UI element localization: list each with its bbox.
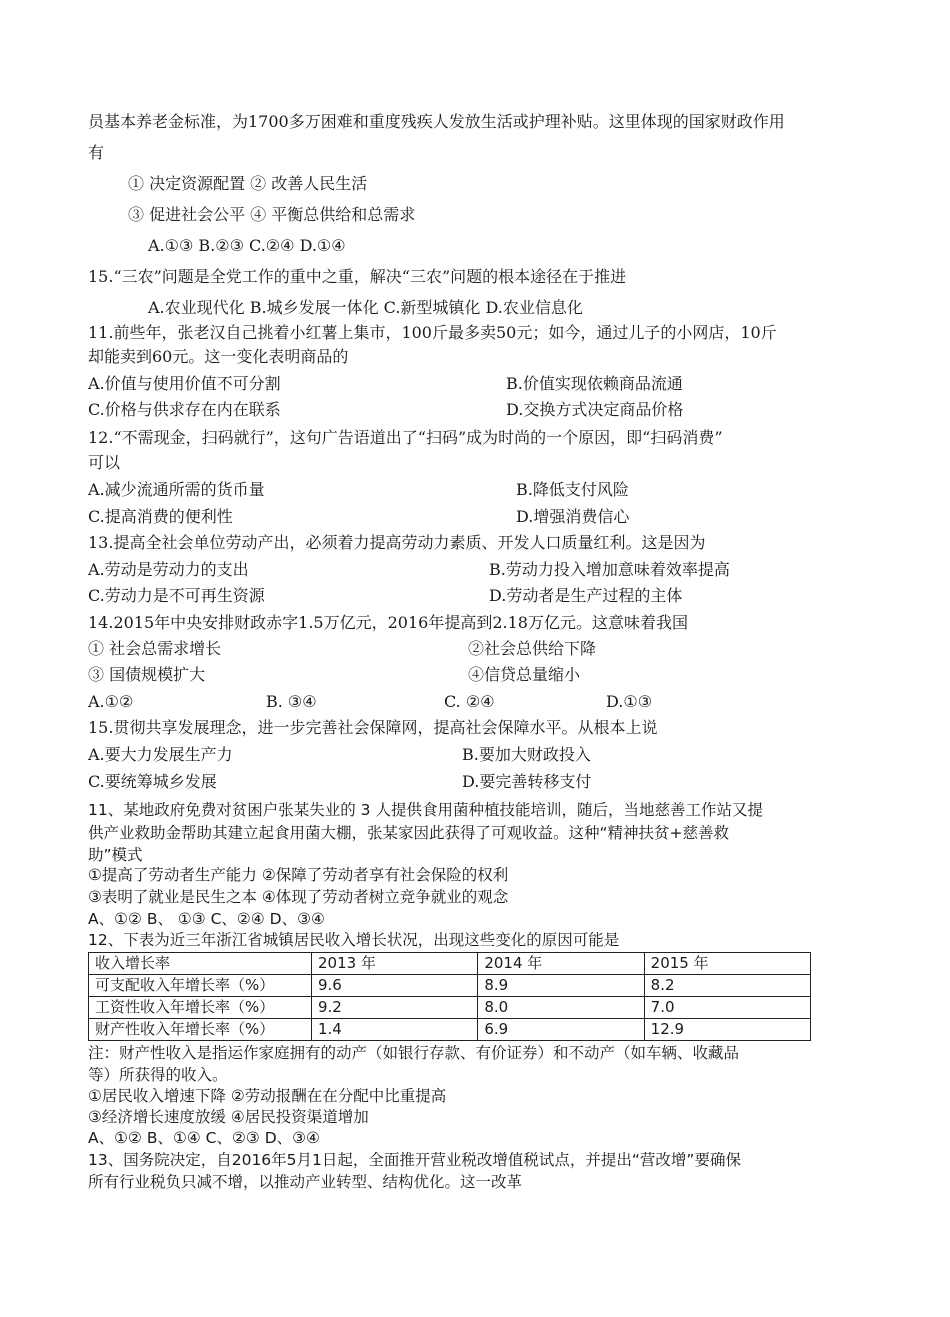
statement-line: ③表明了就业是民生之本 ④体现了劳动者树立竞争就业的观念 [88, 888, 509, 906]
table-cell: 9.6 [312, 975, 478, 997]
statement-line: ①提高了劳动者生产能力 ②保障了劳动者享有社会保险的权利 [88, 866, 509, 884]
question-12b: 12、下表为近三年浙江省城镇居民收入增长状况，出现这些变化的原因可能是 [88, 931, 620, 949]
choice-d: D.①③ [606, 692, 653, 711]
choice-d: D.增强消费信心 [516, 507, 630, 526]
choice-d: D.要完善转移支付 [462, 772, 592, 791]
question-12: 12.“不需现金，扫码就行”，这句广告语道出了“扫码”成为时尚的一个原因，即“扫码消费” [88, 428, 723, 447]
text-line: 所有行业税负只减不增，以推动产业转型、结构优化。这一改革 [88, 1173, 523, 1191]
answer-choices: A、①② B、①④ C、②③ D、③④ [88, 1129, 320, 1147]
text-line: 可以 [88, 453, 121, 472]
table-note: 注：财产性收入是指运作家庭拥有的动产（如银行存款、有价证券）和不动产（如车辆、收藏品 [88, 1044, 740, 1062]
choice-a: A.要大力发展生产力 [88, 745, 233, 764]
text-line: 却能卖到60元。这一变化表明商品的 [88, 347, 349, 366]
choice-b: B. ③④ [266, 692, 317, 711]
table-cell: 1.4 [312, 1019, 478, 1041]
table-cell: 2014 年 [478, 953, 644, 975]
question-11b: 11、某地政府免费对贫困户张某失业的 3 人提供食用菌种植技能培训，随后，当地慈善工作站又提 [88, 801, 763, 819]
table-cell: 财产性收入年增长率（%） [89, 1019, 312, 1041]
table-cell: 6.9 [478, 1019, 644, 1041]
choice-c: C.劳动力是不可再生资源 [88, 586, 265, 605]
table-cell: 12.9 [644, 1019, 810, 1041]
statement-line: ①居民收入增速下降 ②劳动报酬在在分配中比重提高 [88, 1087, 447, 1105]
question-11: 11.前些年，张老汉自己挑着小红薯上集市，100斤最多卖50元；如今，通过儿子的小网店，10斤 [88, 323, 777, 342]
table-row [89, 1019, 811, 1041]
question-14: 14.2015年中央安排财政赤字1.5万亿元，2016年提高到2.18万亿元。这意味着我国 [88, 613, 688, 632]
text-line: 员基本养老金标准，为1700多万困难和重度残疾人发放生活或护理补贴。这里体现的国家财政作用 [88, 112, 785, 131]
table-row [89, 997, 811, 1019]
table-note: 等）所获得的收入。 [88, 1066, 228, 1084]
table-cell: 2015 年 [644, 953, 810, 975]
statement-3: ③ 国债规模扩大 [88, 665, 206, 684]
table-cell: 7.0 [644, 997, 810, 1019]
question-13b: 13、国务院决定，自2016年5月1日起，全面推开营业税改增值税试点，并提出“营改增”要确保 [88, 1151, 741, 1169]
choice-b: B.价值实现依赖商品流通 [506, 374, 683, 393]
text-line: 供产业救助金帮助其建立起食用菌大棚，张某家因此获得了可观收益。这种“精神扶贫+慈善救 [88, 824, 730, 842]
choice-c: C. ②④ [444, 692, 495, 711]
choice-d: D.交换方式决定商品价格 [506, 400, 684, 419]
statement-line: ③经济增长速度放缓 ④居民投资渠道增加 [88, 1108, 369, 1126]
table-cell: 可支配收入年增长率（%） [89, 975, 312, 997]
choice-c: C.提高消费的便利性 [88, 507, 233, 526]
choice-c: C.价格与供求存在内在联系 [88, 400, 281, 419]
choice-b: B.降低支付风险 [516, 480, 629, 499]
table-header-row [89, 953, 811, 975]
answer-choices: A.①③ B.②③ C.②④ D.①④ [148, 236, 346, 255]
choice-a: A.减少流通所需的货币量 [88, 480, 265, 499]
statement-1: ① 社会总需求增长 [88, 639, 222, 658]
income-table [88, 952, 811, 1041]
choice-a: A.①② [88, 692, 134, 711]
table-cell: 8.0 [478, 997, 644, 1019]
option-line: ③ 促进社会公平 ④ 平衡总供给和总需求 [128, 205, 416, 224]
table-cell: 8.9 [478, 975, 644, 997]
choice-b: B.要加大财政投入 [462, 745, 591, 764]
table-row [89, 975, 811, 997]
question-15b: 15.贯彻共享发展理念，进一步完善社会保障网，提高社会保障水平。从根本上说 [88, 718, 658, 737]
table-cell: 工资性收入年增长率（%） [89, 997, 312, 1019]
answer-choices: A、①② B、 ①③ C、②④ D、③④ [88, 910, 325, 928]
table-cell: 8.2 [644, 975, 810, 997]
statement-4: ④信贷总量缩小 [468, 665, 581, 684]
option-line: ① 决定资源配置 ② 改善人民生活 [128, 174, 368, 193]
table-cell: 9.2 [312, 997, 478, 1019]
choice-a: A.价值与使用价值不可分割 [88, 374, 281, 393]
choice-c: C.要统筹城乡发展 [88, 772, 217, 791]
choice-d: D.劳动者是生产过程的主体 [489, 586, 683, 605]
question-13: 13.提高全社会单位劳动产出，必须着力提高劳动力素质、开发人口质量红利。这是因为 [88, 533, 706, 552]
table-cell: 2013 年 [312, 953, 478, 975]
statement-2: ②社会总供给下降 [468, 639, 597, 658]
text-line: 有 [88, 143, 105, 162]
choice-b: B.劳动力投入增加意味着效率提高 [489, 560, 730, 579]
choice-a: A.劳动是劳动力的支出 [88, 560, 249, 579]
table-cell: 收入增长率 [89, 953, 312, 975]
question-15: 15.“三农”问题是全党工作的重中之重，解决“三农”问题的根本途径在于推进 [88, 267, 627, 286]
answer-choices: A.农业现代化 B.城乡发展一体化 C.新型城镇化 D.农业信息化 [148, 298, 583, 317]
text-line: 助”模式 [88, 846, 143, 864]
